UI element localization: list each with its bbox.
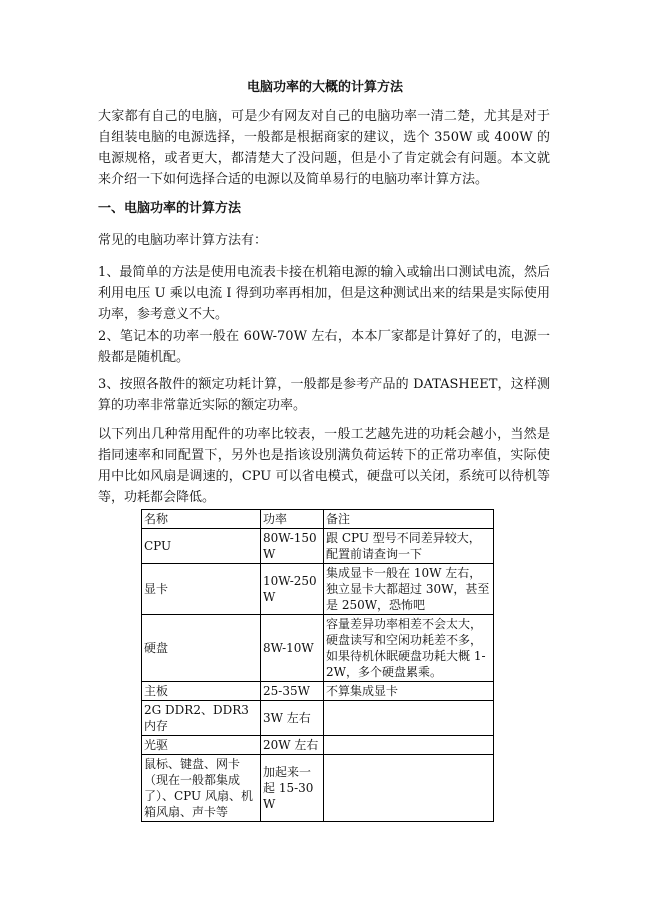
row-name: 主板 xyxy=(142,682,261,701)
table-row xyxy=(142,701,494,736)
table-header-row xyxy=(142,510,494,529)
row-power: 3W 左右 xyxy=(261,701,324,736)
row-power: 25-35W xyxy=(261,682,324,701)
table-row xyxy=(142,755,494,822)
comparison-intro-paragraph: 以下列出几种常用配件的功率比较表，一般工艺越先进的功耗会越小，当然是指同速率和同配置下，另外也是指该设別满负荷运转下的正常功率值，实际使用中比如风扇是调速的，CPU 可以省电模式，硬盘可以关闭，系统可以待机等等，功耗都会降低。 xyxy=(98,427,550,505)
row-note: 不算集成显卡 xyxy=(324,682,494,701)
row-power: 10W-250W xyxy=(261,564,324,615)
method-2-paragraph: 2、笔记本的功率一般在 60W-70W 左右，本本厂家都是计算好了的，电源一般都是随机配。 xyxy=(98,329,550,365)
table-row xyxy=(142,615,494,682)
row-power: 8W-10W xyxy=(261,615,324,682)
common-methods-paragraph: 常见的电脑功率计算方法有： xyxy=(98,233,268,248)
row-power: 加起来一起 15-30W xyxy=(261,755,324,822)
row-name: CPU xyxy=(142,529,261,564)
row-note: 集成显卡一般在 10W 左右，独立显卡大都超过 30W，甚至是 250W，恐怖吧 xyxy=(324,564,494,615)
row-name: 硬盘 xyxy=(142,615,261,682)
row-power: 80W-150W xyxy=(261,529,324,564)
table-row xyxy=(142,529,494,564)
table-row xyxy=(142,736,494,755)
row-note: 容量差异功率相差不会太大，硬盘读写和空闲功耗差不多，如果待机休眠硬盘功耗大概 1-2W，多个硬盘累乘。 xyxy=(324,615,494,682)
header-power: 功率 xyxy=(261,510,324,529)
row-name: 鼠标、键盘、网卡（现在一般都集成了）、CPU 风扇、机箱风扇、声卡等 xyxy=(142,755,261,822)
row-note xyxy=(324,736,494,755)
table-row xyxy=(142,564,494,615)
intro-paragraph: 大家都有自己的电脑，可是少有网友对自己的电脑功率一清二楚，尤其是对于自组装电脑的电源选择，一般都是根据商家的建议，选个 350W 或 400W 的电源规格，或者更大，都清楚大了没问题，但是小了肯定就会有问题。本文就来介绍一下如何选择合适的电源以及简单易行的电脑功率计算方法。 xyxy=(98,109,550,187)
row-power: 20W 左右 xyxy=(261,736,324,755)
row-name: 2G DDR2、DDR3 内存 xyxy=(142,701,261,736)
row-name: 显卡 xyxy=(142,564,261,615)
section-heading: 一、电脑功率的计算方法 xyxy=(98,201,242,216)
method-1-paragraph: 1、最简单的方法是使用电流表卡接在机箱电源的输入或输出口测试电流，然后利用电压 U 乘以电流 I 得到功率再相加，但是这种测试出来的结果是实际使用功率，参考意义不大。 xyxy=(98,265,550,322)
table-row xyxy=(142,682,494,701)
header-name: 名称 xyxy=(142,510,261,529)
page-title: 电脑功率的大概的计算方法 xyxy=(246,80,403,95)
row-name: 光驱 xyxy=(142,736,261,755)
row-note xyxy=(324,755,494,822)
row-note: 跟 CPU 型号不同差异较大，配置前请查询一下 xyxy=(324,529,494,564)
power-comparison-table xyxy=(141,509,494,822)
method-3-paragraph: 3、按照各散件的额定功耗计算，一般都是参考产品的 DATASHEET，这样测算的功率非常靠近实际的额定功率。 xyxy=(98,377,550,413)
row-note xyxy=(324,701,494,736)
header-note: 备注 xyxy=(324,510,494,529)
